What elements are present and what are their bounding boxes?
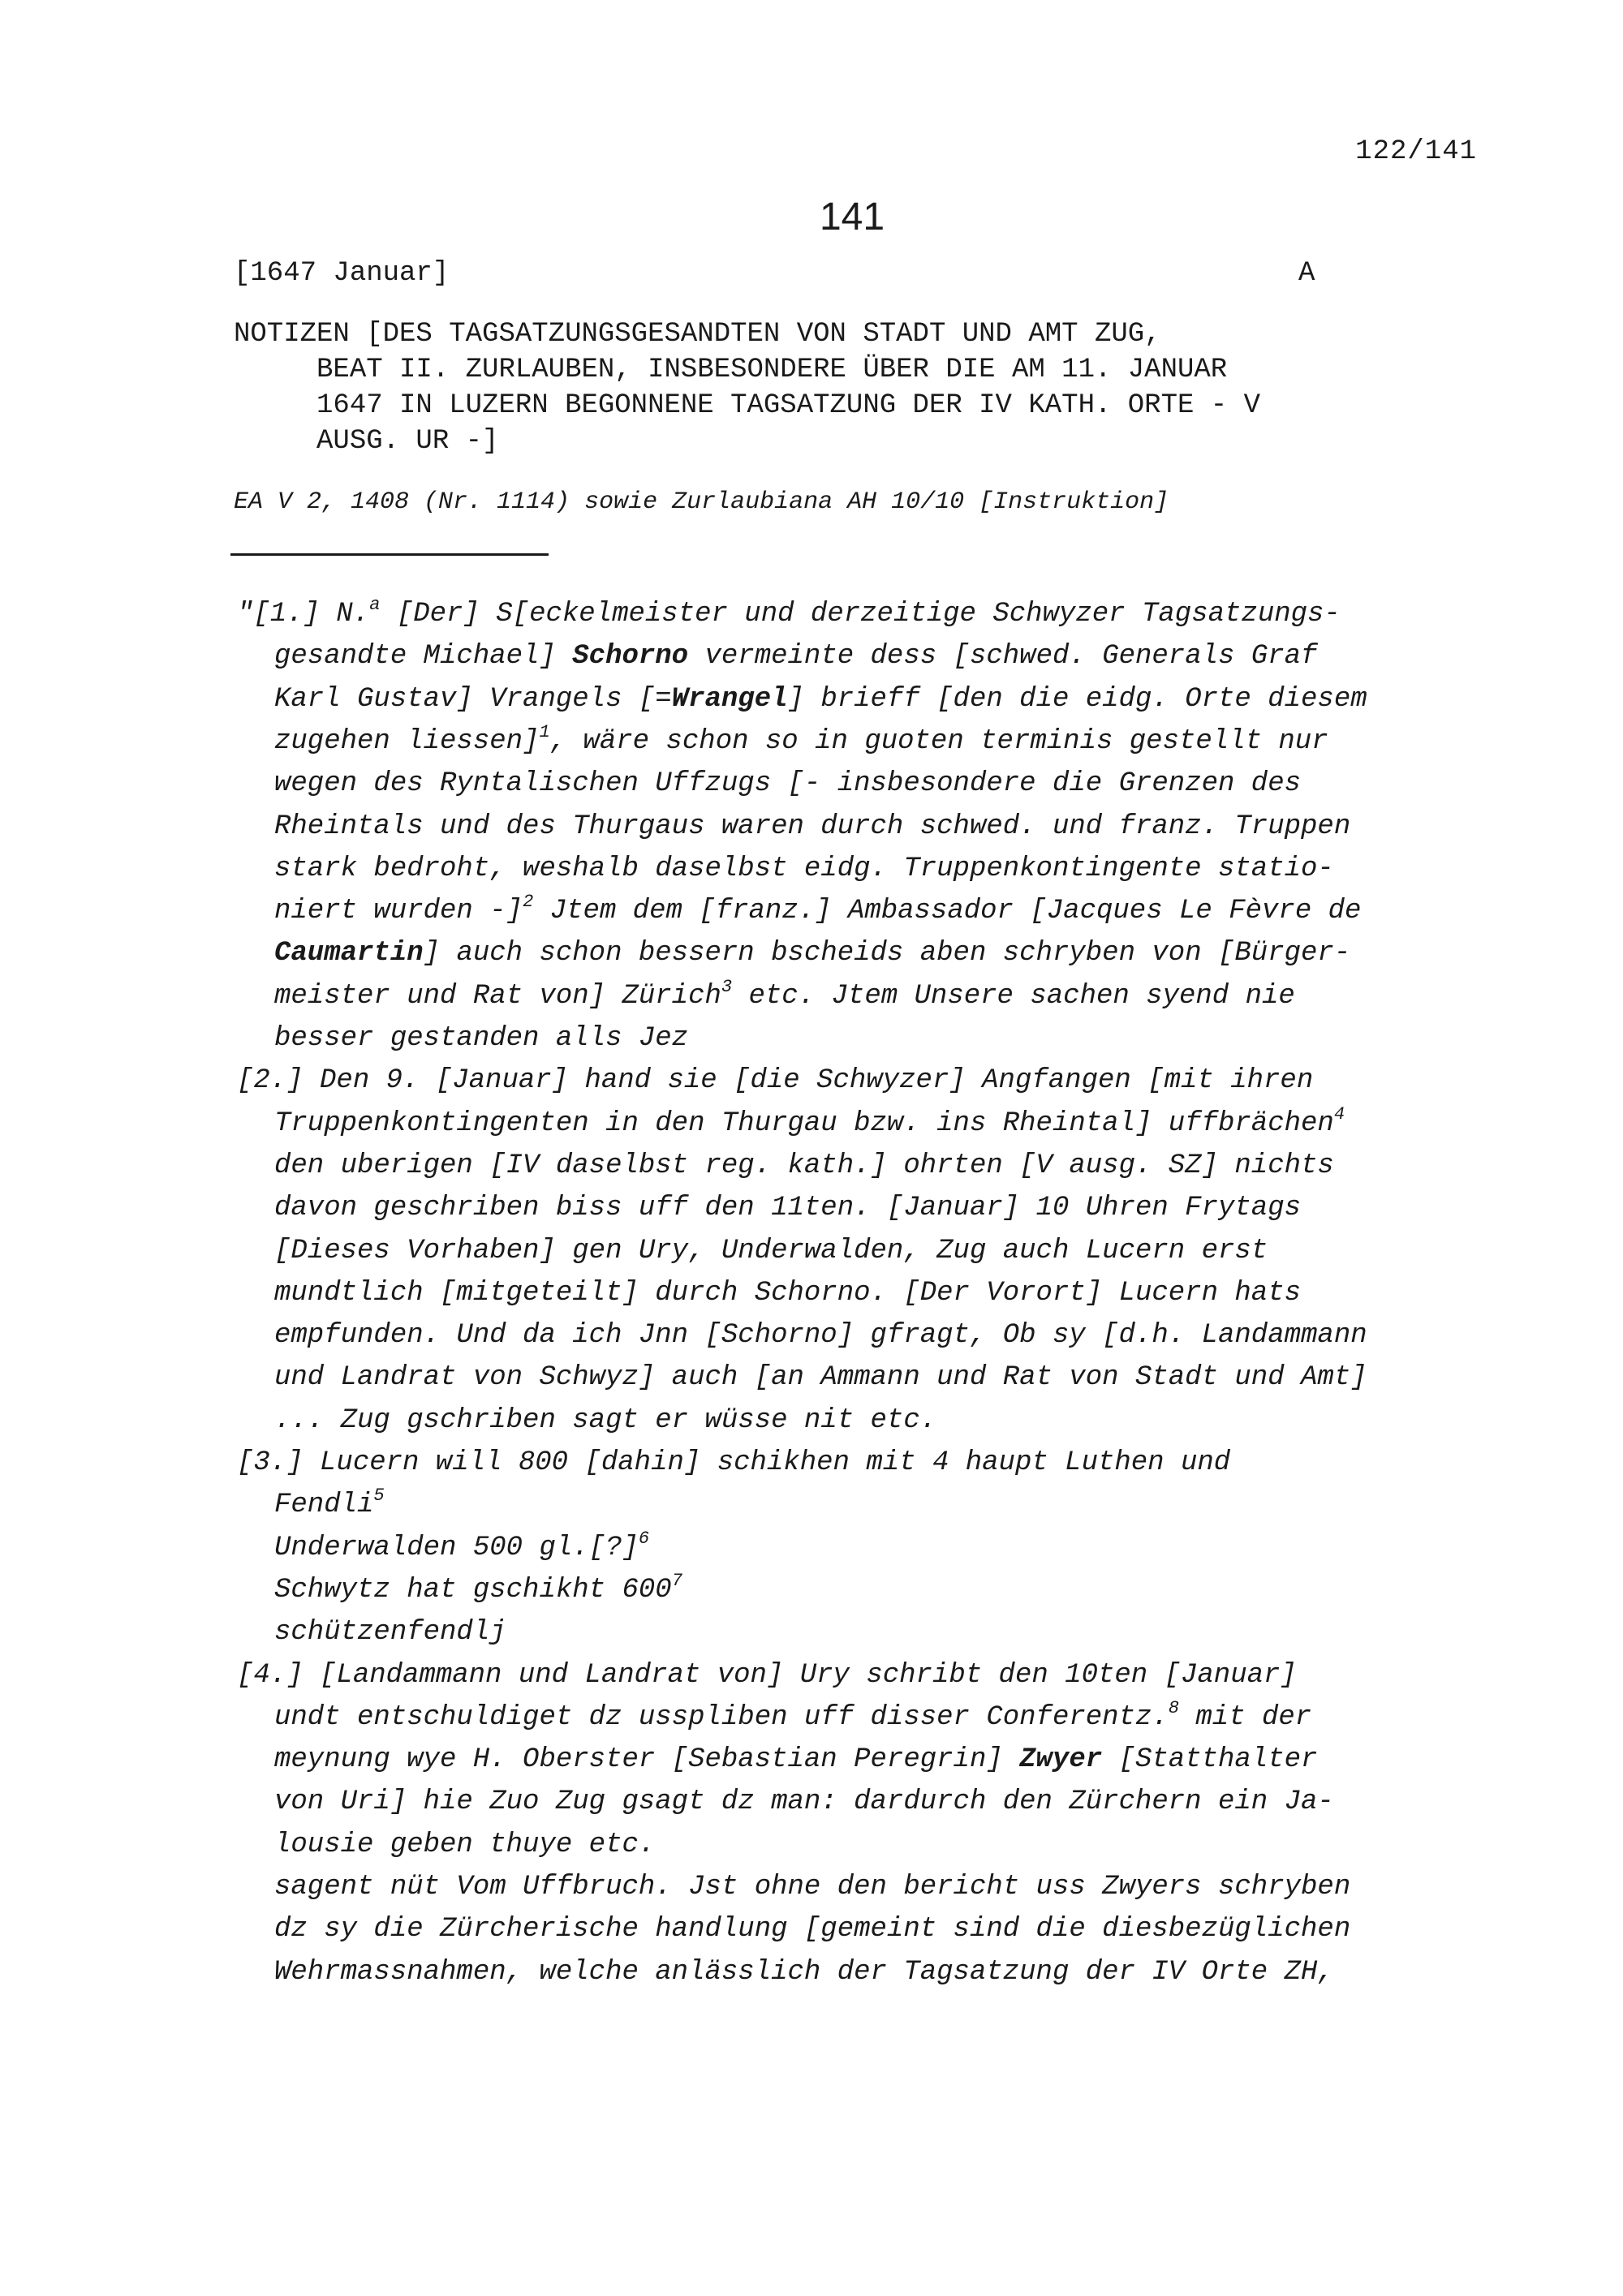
- text-segment: mit der: [1178, 1701, 1312, 1733]
- text-segment: [4.] [Landammann und Landrat von] Ury schribt den 10ten [Januar]: [237, 1659, 1297, 1691]
- body-line: [274, 768, 1301, 799]
- text-segment: [Statthalter: [1102, 1744, 1318, 1776]
- body-line: [274, 1957, 1334, 1988]
- text-segment: davon geschriben biss uff den 11ten. [Januar] 10 Uhren Frytags: [274, 1193, 1302, 1224]
- text-segment: besser gestanden alls Jez: [274, 1023, 689, 1054]
- bold-name: Schorno: [572, 641, 689, 673]
- text-segment: Truppenkontingenten in den Thurgau bzw. ins Rheintal] uffbrächen: [274, 1107, 1334, 1139]
- text-segment: Underwalden 500 gl.[?]: [274, 1532, 639, 1563]
- body-line: [274, 811, 1350, 842]
- body-line: [274, 1617, 506, 1648]
- footnote-marker: 2: [523, 892, 534, 913]
- text-segment: lousie geben thuye etc.: [274, 1829, 656, 1860]
- body-line: [274, 1697, 1312, 1733]
- text-segment: Jtem dem [franz.] Ambassador [Jacques Le Fèvre de: [533, 896, 1362, 927]
- text-segment: ] brieff [den die eidg. Orte diesem: [787, 683, 1367, 715]
- footnote-marker: 5: [373, 1486, 385, 1507]
- text-segment: meynung wye H. Oberster [Sebastian Peregrin]: [274, 1744, 1020, 1776]
- body-line: [237, 1065, 1313, 1096]
- text-segment: Wehrmassnahmen, welche anlässlich der Tagsatzung der IV Orte ZH,: [274, 1956, 1334, 1988]
- document-marker: A: [1298, 258, 1315, 289]
- text-segment: zugehen liessen]: [274, 725, 540, 757]
- title-line: NOTIZEN [DES TAGSATZUNGSGESANDTEN VON STADT UND AMT ZUG,: [234, 319, 1161, 350]
- footnote-marker: 6: [638, 1528, 650, 1549]
- text-segment: undt entschuldiget dz usspliben uff disser Conferentz.: [274, 1701, 1169, 1733]
- text-segment: von Uri] hie Zuo Zug gsagt dz man: dardurch den Zürchern ein Ja-: [274, 1786, 1334, 1818]
- bold-name: Zwyer: [1019, 1744, 1103, 1776]
- text-segment: [Dieses Vorhaben] gen Ury, Underwalden, Zug auch Lucern erst: [274, 1235, 1268, 1266]
- document-date: [1647 Januar]: [234, 258, 450, 289]
- text-segment: sagent nüt Vom Uffbruch. Jst ohne den bericht uss Zwyers schryben: [274, 1872, 1351, 1903]
- text-segment: empfunden. Und da ich Jnn [Schorno] gfragt, Ob sy [d.h. Landammann: [274, 1320, 1367, 1352]
- body-line: [274, 1486, 385, 1521]
- body-line: [274, 721, 1328, 757]
- text-segment: vermeinte dess [schwed. Generals Graf: [688, 641, 1318, 673]
- title-line: BEAT II. ZURLAUBEN, INSBESONDERE ÜBER DIE AM 11. JANUAR: [234, 355, 1228, 385]
- title-line: AUSG. UR -]: [234, 426, 499, 457]
- body-line: [274, 1150, 1334, 1181]
- footnote-marker: 4: [1333, 1103, 1345, 1124]
- body-line: [274, 1872, 1350, 1903]
- text-segment: ... Zug gschriben sagt er wüsse nit etc.: [274, 1404, 937, 1436]
- text-segment: niert wurden -]: [274, 896, 523, 927]
- text-segment: , wäre schon so in guoten terminis gestellt nur: [549, 725, 1328, 757]
- body-line: [274, 1405, 936, 1436]
- body-line: [274, 1914, 1350, 1945]
- text-segment: Karl Gustav] Vrangels [=: [274, 683, 672, 715]
- text-segment: mundtlich [mitgeteilt] durch Schorno. [Der Vorort] Lucern hats: [274, 1277, 1302, 1309]
- text-segment: Rheintals und des Thurgaus waren durch schwed. und franz. Truppen: [274, 810, 1351, 842]
- body-line: [274, 1570, 682, 1606]
- body-line: [274, 1829, 655, 1860]
- text-segment: meister und Rat von] Zürich: [274, 980, 721, 1012]
- footnote-marker: 7: [671, 1570, 682, 1591]
- footnote-marker: 8: [1168, 1697, 1179, 1718]
- text-segment: Schwytz hat gschikht 600: [274, 1574, 672, 1606]
- text-segment: den uberigen [IV daselbst reg. kath.] ohrten [V ausg. SZ] nichts: [274, 1150, 1334, 1181]
- body-line: [274, 892, 1362, 927]
- text-segment: [3.] Lucern will 800 [dahin] schikhen mit 4 haupt Luthen und: [237, 1447, 1231, 1478]
- text-segment: dz sy die Zürcherische handlung [gemeint sind die diesbezüglichen: [274, 1914, 1351, 1946]
- document-number: 141: [819, 196, 885, 239]
- body-line: [237, 1447, 1230, 1478]
- text-segment: ] auch schon bessern bscheids aben schryben von [Bürger-: [423, 938, 1351, 970]
- text-segment: gesandte Michael]: [274, 641, 573, 673]
- body-line: [274, 1528, 650, 1563]
- body-line: [274, 641, 1317, 672]
- title-line: 1647 IN LUZERN BEGONNENE TAGSATZUNG DER IV KATH. ORTE - V: [234, 390, 1261, 421]
- text-segment: stark bedroht, weshalb daselbst eidg. Truppenkontingente statio-: [274, 853, 1334, 884]
- text-segment: [Der] S[eckelmeister und derzeitige Schwyzer Tagsatzungs-: [380, 599, 1341, 630]
- text-segment: etc. Jtem Unsere sachen syend nie: [732, 980, 1295, 1012]
- footnote-marker: 1: [539, 721, 550, 742]
- footnote-marker: a: [369, 595, 381, 615]
- body-line: [274, 1193, 1301, 1223]
- body-line: [274, 684, 1367, 715]
- text-segment: [2.] Den 9. [Januar] hand sie [die Schwyzer] Angfangen [mit ihren: [237, 1065, 1314, 1097]
- body-line: [274, 1320, 1367, 1351]
- body-line: [274, 853, 1334, 884]
- footnote-marker: 3: [721, 976, 733, 997]
- body-line: [237, 595, 1341, 630]
- page-number: 122/141: [1355, 136, 1477, 167]
- body-line: [274, 1786, 1334, 1817]
- body-line: [274, 1362, 1367, 1393]
- body-line: [274, 1744, 1317, 1775]
- body-line: [274, 938, 1350, 969]
- text-segment: und Landrat von Schwyz] auch [an Ammann und Rat von Stadt und Amt]: [274, 1362, 1367, 1394]
- bold-name: Caumartin: [274, 938, 424, 970]
- body-line: [274, 1278, 1301, 1309]
- text-segment: wegen des Ryntalischen Uffzugs [- insbesondere die Grenzen des: [274, 768, 1302, 800]
- text-segment: "[1.] N.: [237, 599, 370, 630]
- body-line: [274, 1023, 688, 1054]
- body-line: [237, 1660, 1297, 1691]
- text-segment: Fendli: [274, 1490, 374, 1521]
- body-line: [274, 976, 1295, 1012]
- source-reference: EA V 2, 1408 (Nr. 1114) sowie Zurlaubiana AH 10/10 [Instruktion]: [234, 488, 1169, 516]
- text-segment: schützenfendlj: [274, 1617, 506, 1649]
- bold-name: Wrangel: [671, 683, 788, 715]
- body-line: [274, 1103, 1345, 1139]
- body-line: [274, 1236, 1268, 1266]
